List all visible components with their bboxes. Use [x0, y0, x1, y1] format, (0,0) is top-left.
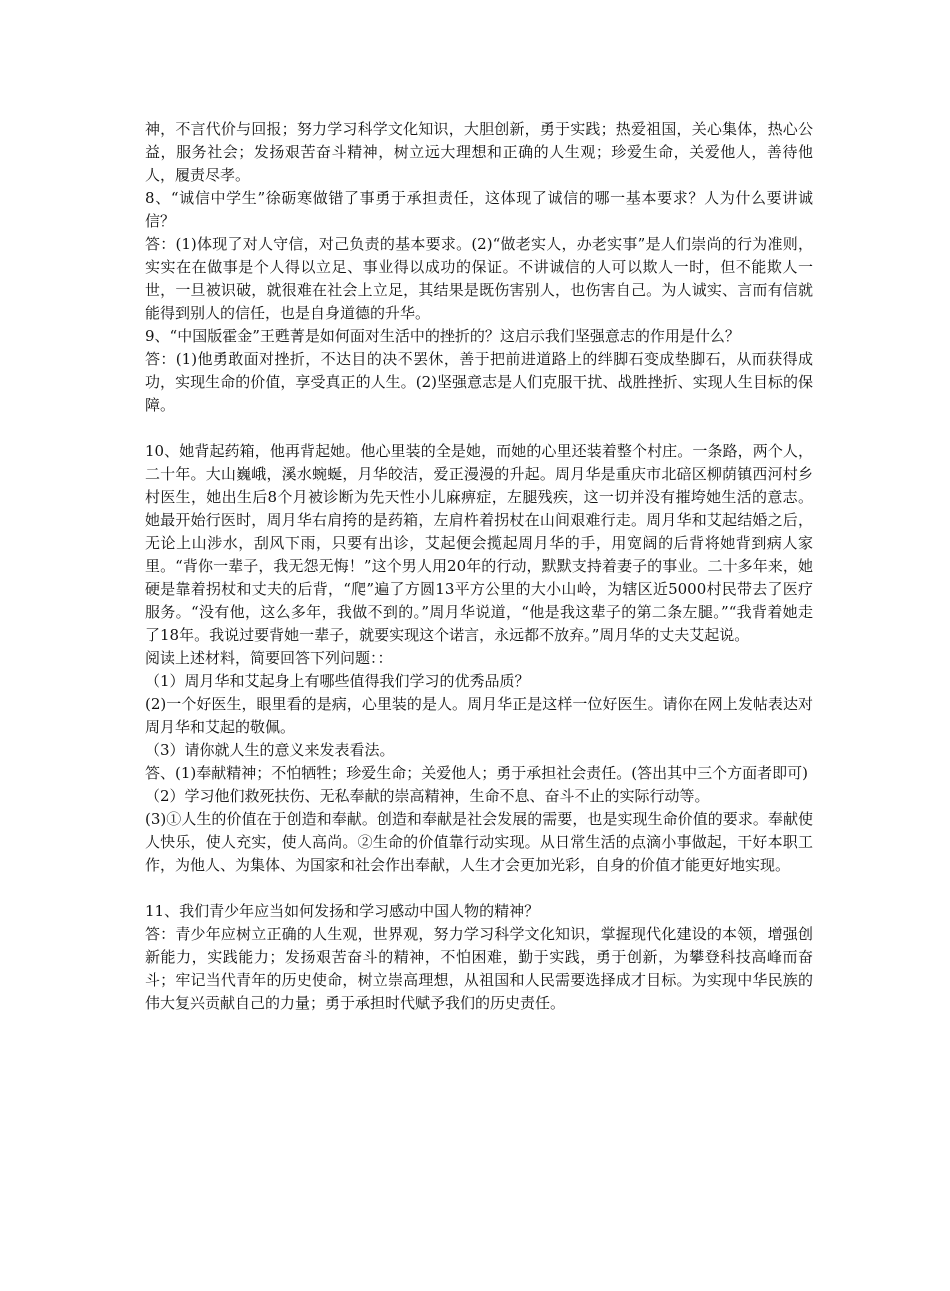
question-10-material: 10、她背起药箱，他再背起她。他心里装的全是她，而她的心里还装着整个村庄。一条路，两个人，二十年。大山巍峨，溪水蜿蜒，月华皎洁，爱正漫漫的升起。周月华是重庆市北碚区柳荫镇西河村乡村医生，她出生后8个月被诊断为先天性小儿麻痹症，左腿残疾，这一切并没有摧垮她生活的意志。她最开始行医时，周月华右肩挎的是药箱，左肩杵着拐杖在山间艰难行走。周月华和艾起结婚之后，无论上山涉水，刮风下雨，只要有出诊，艾起便会揽起周月华的手，用宽阔的后背将她背到病人家里。“背你一辈子，我无怨无悔！”这个男人用20年的行动，默默支持着妻子的事业。二十多年来，她硬是靠着拐杖和丈夫的后背，“爬”遍了方圆13平方公里的大小山岭，为辖区近5000村民带去了医疗服务。“没有他，这么多年，我做不到的。”周月华说道，“他是我这辈子的第二条左腿。”“我背着她走了18年。我说过要背她一辈子，就要实现这个诺言，永远都不放弃。”周月华的丈夫艾起说。 — [145, 442, 813, 644]
paragraph-continuation: 神，不言代价与回报；努力学习科学文化知识，大胆创新，勇于实践；热爱祖国，关心集体，热心公益，服务社会；发扬艰苦奋斗精神，树立远大理想和正确的人生观；珍爱生命，关爱他人，善待他人，履责尽孝。 — [145, 120, 813, 184]
question-10-part-2: (2)一个好医生，眼里看的是病，心里装的是人。周月华正是这样一位好医生。请你在网上发帖表达对周月华和艾起的敬佩。 — [145, 695, 813, 736]
question-10-part-3: （3）请你就人生的意义来发表看法。 — [145, 741, 395, 759]
blank-line — [145, 877, 813, 900]
question-10-part-1: （1）周月华和艾起身上有哪些值得我们学习的优秀品质？ — [145, 672, 530, 690]
question-10-intro: 阅读上述材料，简要回答下列问题：： — [145, 649, 393, 667]
answer-10-part-1: 答、(1)奉献精神；不怕牺牲；珍爱生命；关爱他人；勇于承担社会责任。(答出其中三个方面者即可) — [145, 764, 808, 782]
answer-10-part-2: （2）学习他们救死扶伤、无私奉献的崇高精神，生命不息、奋斗不止的实际行动等。 — [145, 787, 710, 805]
answer-11: 答：青少年应树立正确的人生观，世界观，努力学习科学文化知识，掌握现代化建设的本领，增强创新能力，实践能力；发扬艰苦奋斗的精神，不怕困难，勤于实践，勇于创新，为攀登科技高峰而奋斗；牢记当代青年的历史使命，树立崇高理想，从祖国和人民需要选择成才目标。为实现中华民族的伟大复兴贡献自己的力量；勇于承担时代赋予我们的历史责任。 — [145, 925, 813, 1012]
answer-10-part-3: (3)①人生的价值在于创造和奉献。创造和奉献是社会发展的需要，也是实现生命价值的要求。奉献使人快乐，使人充实，使人高尚。②生命的价值靠行动实现。从日常生活的点滴小事做起，干好本职工作，为他人、为集体、为国家和社会作出奉献，人生才会更加光彩，自身的价值才能更好地实现。 — [145, 810, 813, 874]
question-8: 8、“诚信中学生”徐砺寒做错了事勇于承担责任，这体现了诚信的哪一基本要求？人为什么要讲诚信？ — [145, 189, 813, 230]
question-9: 9、“中国版霍金”王甦菁是如何面对生活中的挫折的？这启示我们坚强意志的作用是什么？ — [145, 327, 740, 345]
blank-line — [145, 417, 813, 440]
question-11: 11、我们青少年应当如何发扬和学习感动中国人物的精神？ — [145, 902, 540, 920]
answer-9: 答：(1)他勇敢面对挫折，不达目的决不罢休，善于把前进道路上的绊脚石变成垫脚石，从而获得成功，实现生命的价值，享受真正的人生。(2)坚强意志是人们克服干扰、战胜挫折、实现人生目标的保障。 — [145, 350, 813, 414]
document-page — [145, 118, 813, 1015]
answer-8: 答：(1)体现了对人守信，对己负责的基本要求。(2)“做老实人，办老实事”是人们崇尚的行为准则，实实在在做事是个人得以立足、事业得以成功的保证。不讲诚信的人可以欺人一时，但不能欺人一世，一旦被识破，就很难在社会上立足，其结果是既伤害别人，也伤害自己。为人诚实、言而有信就能得到别人的信任，也是自身道德的升华。 — [145, 235, 813, 322]
